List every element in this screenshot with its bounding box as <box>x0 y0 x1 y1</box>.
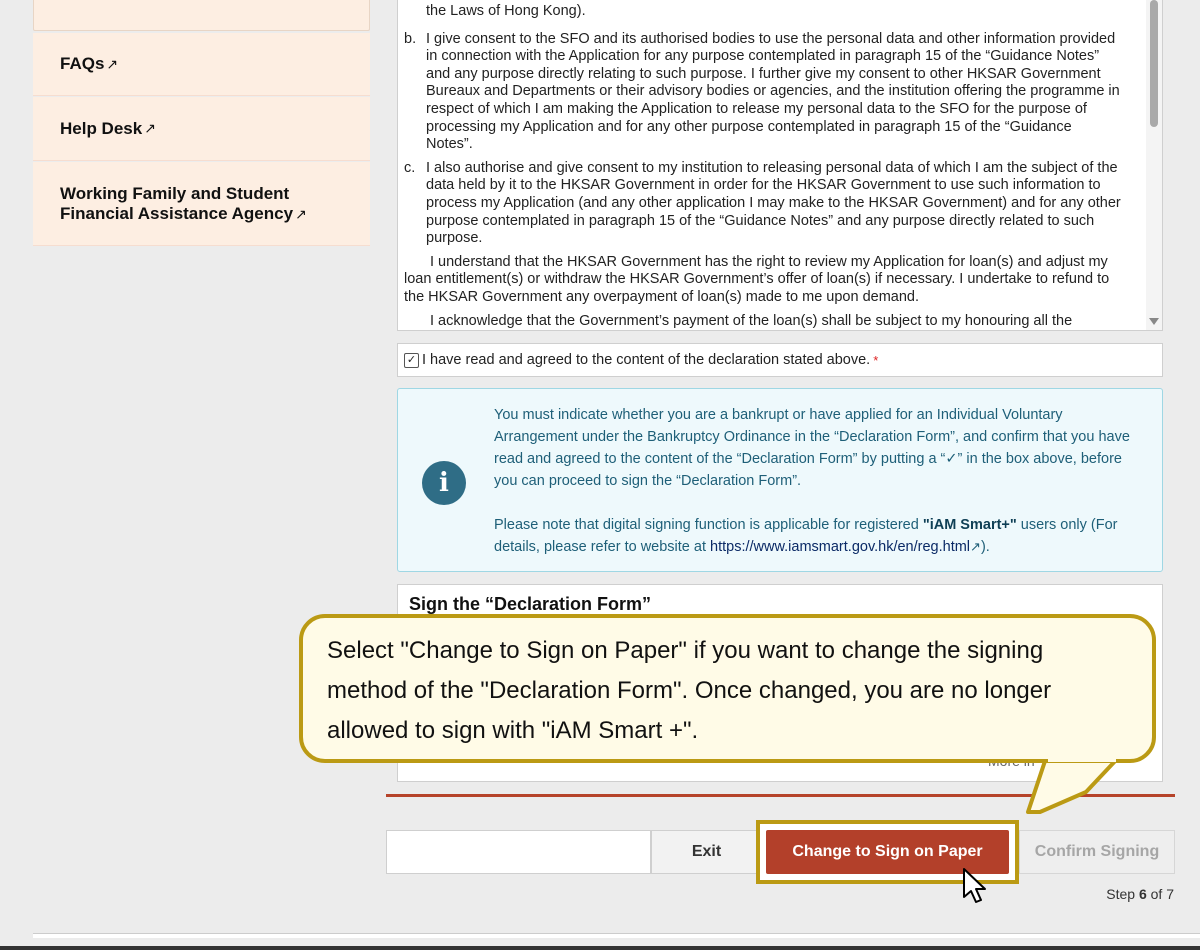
item-text: I also authorise and give consent to my institution to releasing personal data of which I am the subject of the data held by it to the HKSAR Government in order for the HKSAR Government to use such information to process my Application (and any other application I may make to the HKSAR Government) and for any other purpose contemplated in paragraph 15 of the “Guidance Notes” and any purpose directly related to such purpose. <box>426 159 1121 247</box>
declaration-paragraph: I acknowledge that the Government’s payment of the loan(s) shall be subject to my honouring all the <box>430 312 1073 329</box>
item-marker: c. <box>404 159 416 176</box>
action-bar <box>386 830 1175 874</box>
external-link-icon: ↗ <box>106 55 119 72</box>
exit-button[interactable]: Exit <box>651 830 762 874</box>
scroll-down-arrow-icon[interactable] <box>1149 318 1159 325</box>
sidebar-item-label: FAQs <box>60 54 105 73</box>
declaration-scroll-panel[interactable] <box>397 0 1163 331</box>
tutorial-callout <box>299 614 1156 763</box>
sidebar-item-wfsfaa[interactable] <box>33 162 370 246</box>
agree-label: I have read and agreed to the content of the declaration stated above. <box>422 352 871 368</box>
iam-smart-label: "iAM Smart+" <box>922 517 1017 533</box>
item-text: I give consent to the SFO and its authorised bodies to use the personal data and other information provided in connection with the Application for any purpose contemplated in paragraph 15 of the “Guidance Notes” and any purpose directly relating to such purpose. I further give my consent to other HKSAR Government Bureaux and Departments or their advisory bodies or agencies, and the institution offering the programme in respect of which I am making the Application to release my personal data to the SFO for the purpose of processing my Application and for any other purpose contemplated in paragraph 15 of the “Guidance Notes”. <box>426 30 1120 153</box>
sign-panel-title: Sign the “Declaration Form” <box>409 594 652 614</box>
info-paragraph: Please note that digital signing function is applicable for registered "iAM Smart+" users only (For details, please refer to website at https://www.iamsmart.gov.hk/en/reg.html↗). <box>494 517 1118 555</box>
info-text <box>494 404 1144 558</box>
external-link-icon: ↗ <box>144 120 156 136</box>
confirm-signing-button[interactable]: Confirm Signing <box>1019 830 1175 874</box>
agree-checkbox[interactable]: ✓ <box>404 353 419 368</box>
scrollbar[interactable] <box>1146 0 1162 331</box>
required-mark: * <box>873 352 879 368</box>
info-paragraph: You must indicate whether you are a bankrupt or have applied for an Individual Voluntary Arrangement under the Bankruptcy Ordinance in the “Declaration Form”, and confirm that you have read and agreed to the content of the “Declaration Form” by putting a “✓” in the box above, before you can proceed to sign the “Declaration Form”. <box>494 407 1130 489</box>
declaration-fragment: the Laws of Hong Kong). <box>426 3 586 19</box>
section-divider <box>386 794 1175 797</box>
info-notice <box>397 388 1163 572</box>
sidebar-item-label: Working Family and Student Financial Assistance Agency ↗ <box>60 183 307 223</box>
info-icon: i <box>422 461 466 505</box>
item-marker: b. <box>404 30 417 47</box>
declaration-list <box>404 31 1122 248</box>
declaration-paragraph: I understand that the HKSAR Government has the right to review my Application for loan(s) and adjust my loan entitlement(s) or withdraw the HKSAR Government’s offer of loan(s) if necessary. I undertake to refund to the HKSAR Government any overpayment of loan(s) made to me upon demand. <box>404 253 1110 305</box>
external-link-icon: ↗ <box>295 205 307 222</box>
sidebar <box>33 0 370 223</box>
scroll-thumb[interactable] <box>1150 0 1158 127</box>
sidebar-item-label: Help Desk <box>60 118 143 138</box>
sidebar-item-help-desk[interactable] <box>33 97 370 161</box>
declaration-item-b <box>404 31 1122 154</box>
change-to-sign-on-paper-button[interactable]: Change to Sign on Paper <box>766 830 1009 874</box>
footer-divider <box>33 933 1200 938</box>
iam-smart-link[interactable]: https://www.iamsmart.gov.hk/en/reg.html <box>710 539 971 555</box>
declaration-item-c <box>404 160 1122 248</box>
sidebar-item-faqs[interactable] <box>33 33 370 96</box>
external-link-icon: ↗ <box>970 539 981 554</box>
action-bar-spacer <box>386 830 651 874</box>
window-bottom-edge <box>0 946 1200 950</box>
sidebar-top-item <box>33 0 370 31</box>
callout-text: Select "Change to Sign on Paper" if you want to change the signing method of the "Declaration Form". Once changed, you are no longer allowed to sign with "iAM Smart +". <box>327 637 1052 744</box>
agree-declaration-row[interactable] <box>397 343 1163 377</box>
step-indicator: Step 6 of 7 <box>1106 886 1174 902</box>
mouse-pointer-icon <box>962 867 988 905</box>
